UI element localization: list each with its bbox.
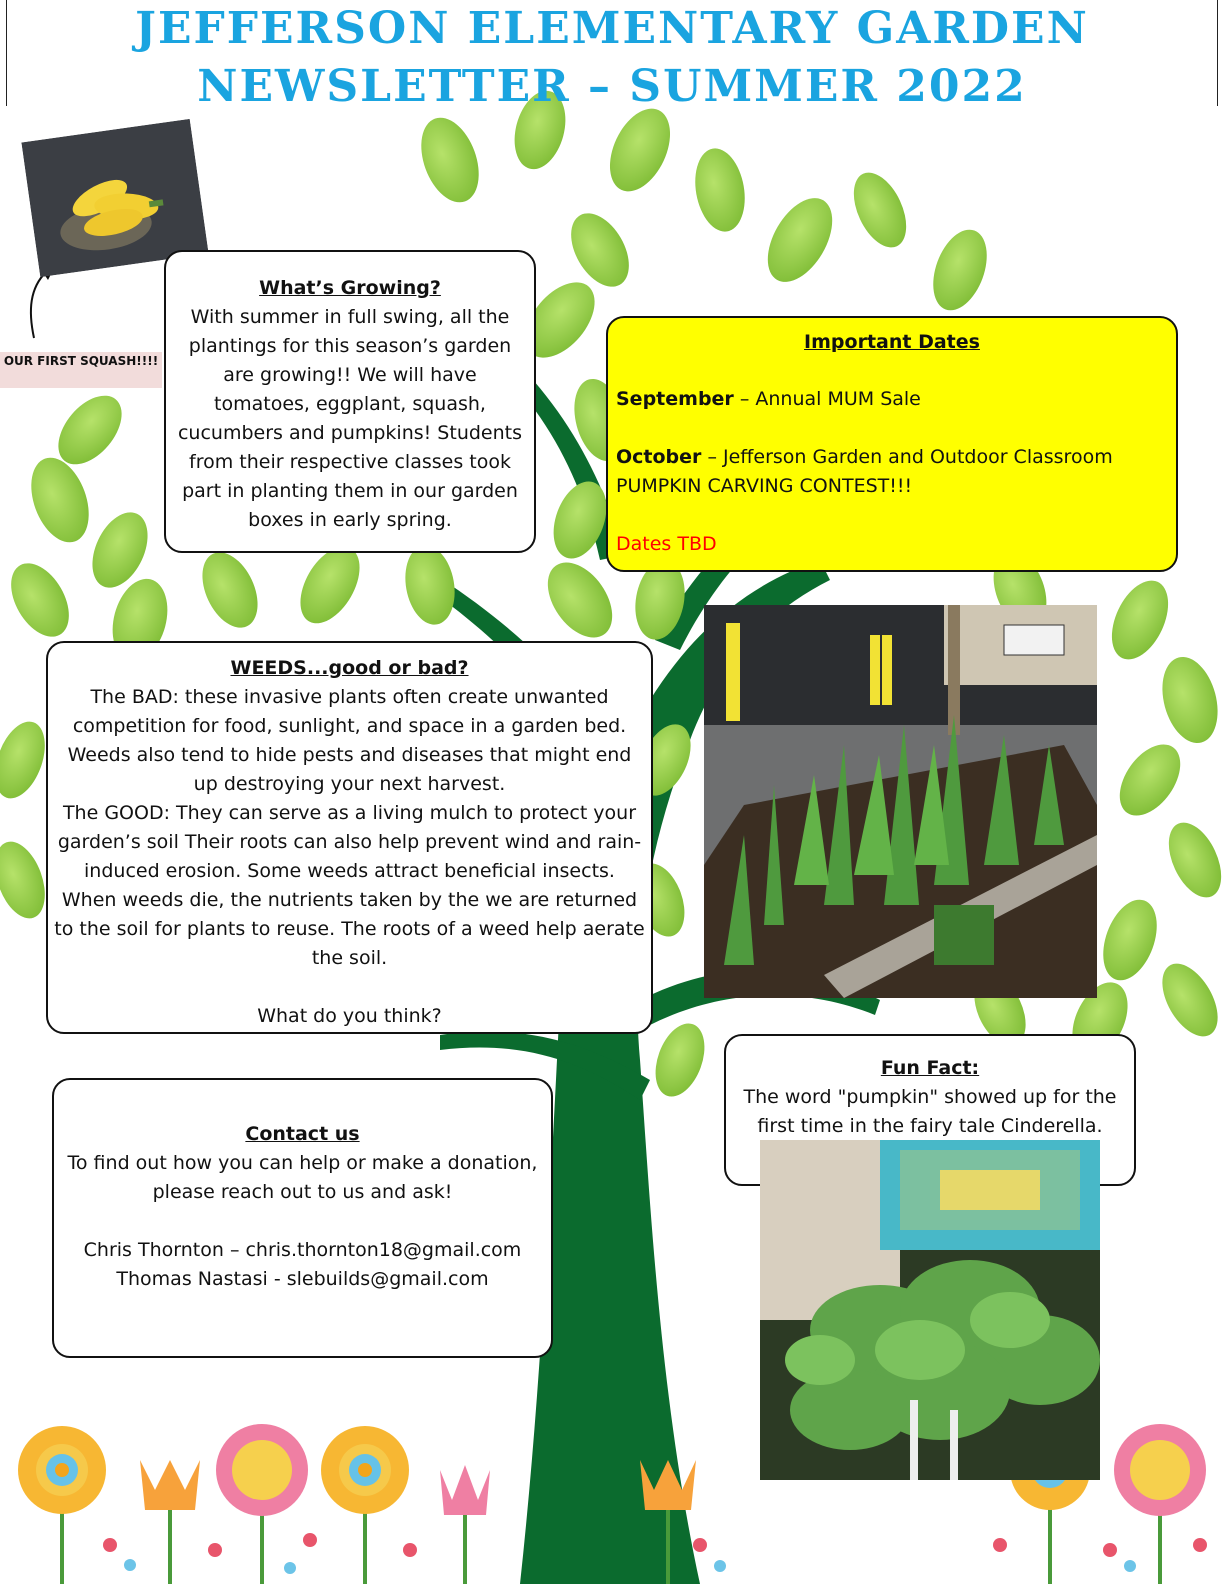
fun-fact-heading: Fun Fact: — [880, 1057, 980, 1079]
fun-fact-body: The word "pumpkin" showed up for the first time in the fairy tale Cinderella. — [743, 1086, 1117, 1137]
weeds-heading: WEEDS...good or bad? — [230, 657, 469, 679]
dates-tbd: Dates TBD — [616, 533, 717, 555]
weeds-good-text: The GOOD: They can serve as a living mulch to protect your garden’s soil Their roots can also help prevent wind and rain-induced erosion. Some weeds attract beneficial insects. When weeds die, the nutrients taken by the we are returned to the soil for plants to reuse. The roots of a weed help aerate the soil. — [54, 802, 645, 969]
pumpkin-plant-photo — [760, 1140, 1100, 1480]
contact-person-2: Thomas Nastasi - slebuilds@gmail.com — [116, 1268, 489, 1290]
october-entry — [616, 443, 1168, 501]
contact-person-1: Chris Thornton – chris.thornton18@gmail.com — [83, 1239, 522, 1261]
important-dates-box — [606, 316, 1178, 572]
garden-bed-photo — [704, 605, 1097, 998]
whats-growing-box — [164, 250, 536, 553]
squash-caption: OUR FIRST SQUASH!!!! — [0, 352, 162, 388]
weeds-bad-text: The BAD: these invasive plants often create unwanted competition for food, sunlight, and space in a garden bed. Weeds also tend to hide pests and diseases that might end up destroying your next harvest. — [67, 686, 632, 795]
title-line-2: NEWSLETTER – SUMMER 2022 — [197, 61, 1027, 112]
september-text: – Annual MUM Sale — [733, 388, 921, 410]
title-line-1: JEFFERSON ELEMENTARY GARDEN — [135, 3, 1089, 54]
weeds-box — [46, 641, 653, 1034]
newsletter-title — [0, 0, 1224, 110]
september-label: September — [616, 388, 734, 410]
title-frame-left — [6, 0, 7, 106]
contact-body: To find out how you can help or make a donation, please reach out to us and ask! — [67, 1152, 538, 1203]
contact-box — [52, 1078, 553, 1358]
october-label: October — [616, 446, 702, 468]
title-frame-right — [1217, 0, 1218, 106]
whats-growing-body: With summer in full swing, all the plantings for this season’s garden are growing!! We will have tomatoes, eggplant, squash, cucumbers and pumpkins! Students from their respective classes took part in planting them in our garden boxes in early spring. — [177, 306, 522, 531]
contact-heading: Contact us — [245, 1123, 360, 1145]
weeds-question: What do you think? — [257, 1005, 442, 1027]
october-text: – Jefferson Garden and Outdoor Classroom PUMPKIN CARVING CONTEST!!! — [616, 446, 1113, 497]
important-dates-heading: Important Dates — [804, 331, 980, 353]
september-entry — [616, 385, 1168, 414]
whats-growing-heading: What’s Growing? — [259, 277, 441, 299]
